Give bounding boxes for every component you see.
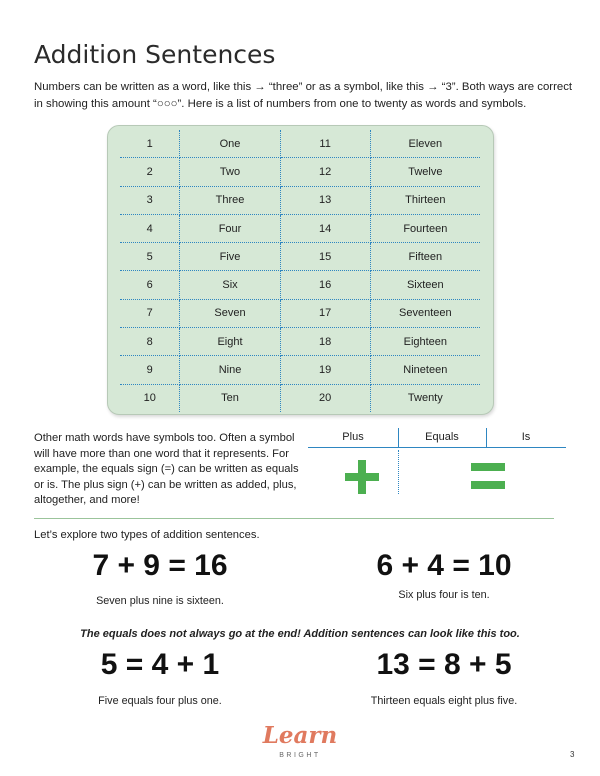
table-row: [120, 130, 480, 158]
number-word: Seven: [180, 299, 280, 327]
number-symbol: 6: [120, 271, 180, 299]
header-divider: [398, 428, 399, 447]
number-symbol: 1: [120, 130, 180, 158]
number-word: Thirteen: [370, 186, 480, 214]
column-divider: [398, 450, 399, 494]
intro-paragraph: Numbers can be written as a word, like this → “three” or as a symbol, like this → “3”. Both ways are correct in showing this amount “○○○”. Here is a list of numbers from one to twenty as words and symbols.: [34, 81, 573, 110]
number-symbol: 3: [120, 186, 180, 214]
equation-caption: Thirteen equals eight plus five.: [370, 695, 518, 707]
number-symbol: 5: [120, 243, 180, 271]
number-symbol: 4: [120, 214, 180, 242]
number-word: Sixteen: [370, 271, 480, 299]
header-plus: Plus: [342, 431, 364, 443]
number-word: Fifteen: [370, 243, 480, 271]
number-symbol: 7: [120, 299, 180, 327]
number-symbol: 12: [280, 158, 370, 186]
number-symbol: 16: [280, 271, 370, 299]
number-word: Five: [180, 243, 280, 271]
equation: 6 + 4 = 10: [376, 549, 512, 582]
symbols-table: [308, 428, 566, 498]
number-symbol: 15: [280, 243, 370, 271]
logo-subtitle: BRIGHT: [279, 752, 321, 759]
table-row: [120, 271, 480, 299]
note-text: The equals does not always go at the end! Addition sentences can look like this too.: [80, 628, 520, 640]
number-word: Two: [180, 158, 280, 186]
number-word: Ten: [180, 384, 280, 412]
number-word: Nine: [180, 356, 280, 384]
table-row: [120, 214, 480, 242]
number-word: Twenty: [407, 392, 443, 405]
number-word: One: [180, 130, 280, 158]
number-word: Eight: [180, 328, 280, 356]
number-word: Eleven: [370, 130, 480, 158]
table-row: [120, 384, 480, 412]
learn-bright-logo: [250, 722, 350, 772]
number-word: Four: [180, 214, 280, 242]
number-symbol: 13: [280, 186, 370, 214]
number-symbol: 10: [120, 384, 180, 412]
equation: 5 = 4 + 1: [100, 648, 220, 681]
numbers-table-panel: [107, 125, 494, 415]
section-divider: [34, 518, 554, 519]
explore-text: Let’s explore two types of addition sentences.: [34, 529, 260, 541]
number-symbol: 11: [280, 130, 370, 158]
equation-caption: Seven plus nine is sixteen.: [96, 595, 224, 607]
number-word: Nineteen: [370, 356, 480, 384]
number-word: Six: [180, 271, 280, 299]
equals-sign-icon: [471, 463, 505, 491]
page-title: Addition Sentences: [34, 40, 276, 69]
equation-caption: Six plus four is ten.: [398, 589, 490, 601]
number-symbol: 20: [280, 384, 370, 412]
equation: 13 = 8 + 5: [376, 648, 512, 681]
table-row: [120, 328, 480, 356]
number-word: Eighteen: [370, 328, 480, 356]
number-symbol: 8: [120, 328, 180, 356]
symbols-header-row: [308, 428, 566, 448]
equation: 7 + 9 = 16: [92, 549, 228, 582]
number-word: Twelve: [370, 158, 480, 186]
number-word: Three: [180, 186, 280, 214]
number-symbol: 14: [280, 214, 370, 242]
header-equals: Equals: [425, 431, 459, 443]
table-row: [120, 158, 480, 186]
page-number: 3: [570, 750, 575, 759]
logo-word: Learn: [262, 722, 338, 749]
header-divider: [486, 428, 487, 447]
number-symbol: 9: [120, 356, 180, 384]
table-row: [120, 243, 480, 271]
number-symbol: 19: [280, 356, 370, 384]
numbers-table: [120, 130, 480, 412]
symbols-explanation: Other math words have symbols too. Often a symbol will have more than one word that it represents. For example, the equals sign (=) can be written as equals or is. The plus sign (+) can be written as added, plus, altogether, and more!: [34, 432, 299, 507]
table-row: [120, 356, 480, 384]
number-word: Seventeen: [370, 299, 480, 327]
number-word: Fourteen: [370, 214, 480, 242]
plus-sign-icon: [345, 460, 379, 494]
table-row: [120, 186, 480, 214]
number-symbol: 18: [280, 328, 370, 356]
number-symbol: 17: [280, 299, 370, 327]
number-symbol: 2: [120, 158, 180, 186]
header-is: Is: [521, 431, 531, 443]
table-row: [120, 299, 480, 327]
equation-caption: Five equals four plus one.: [98, 695, 222, 707]
